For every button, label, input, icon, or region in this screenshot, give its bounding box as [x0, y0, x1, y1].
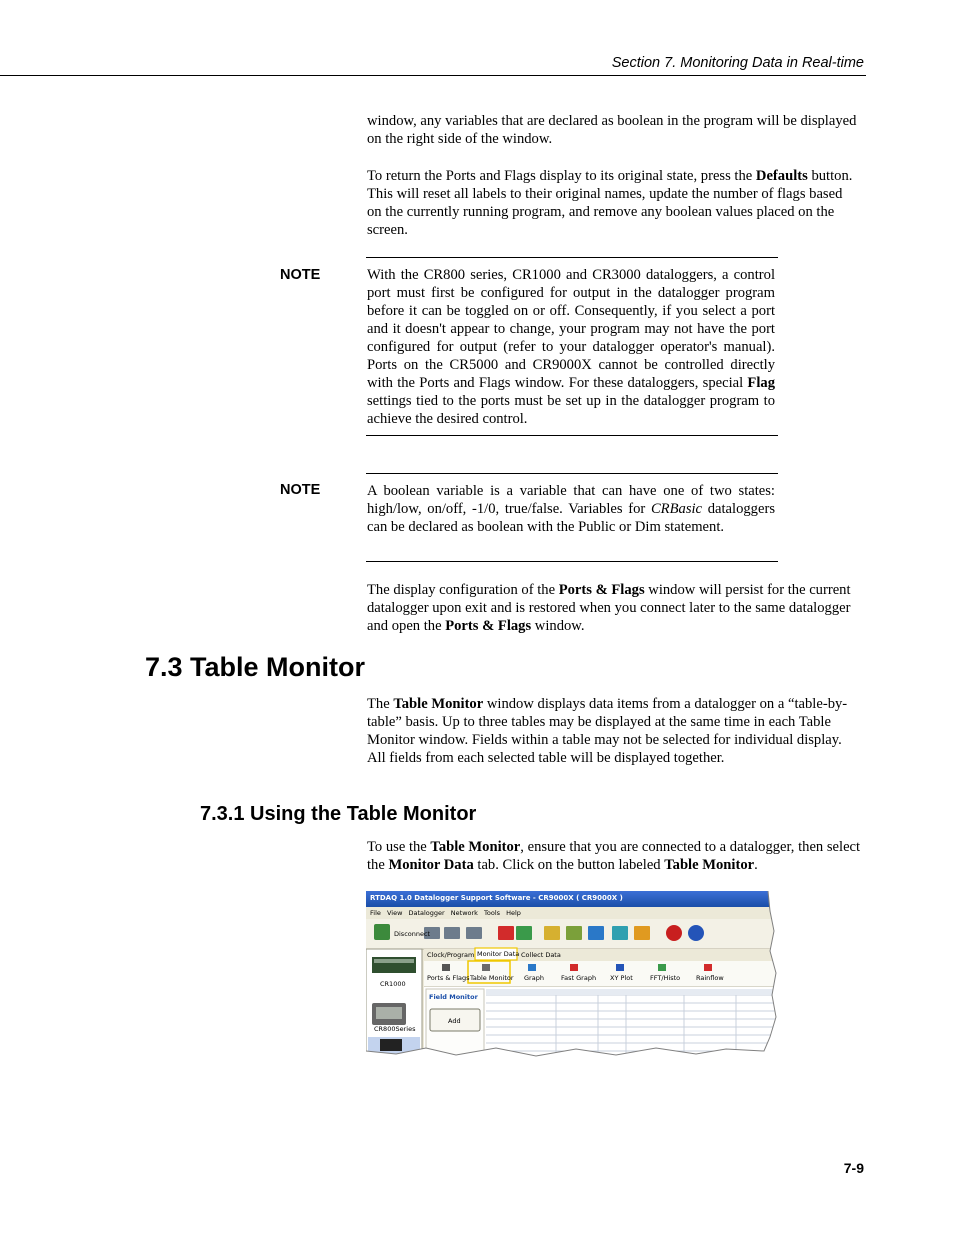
menu-datalogger[interactable]: Datalogger — [408, 909, 445, 917]
disconnect-button[interactable]: Disconnect — [394, 930, 431, 938]
note2-bottom-rule — [366, 561, 778, 562]
logger-cr800series[interactable]: CR800Series — [374, 1025, 416, 1033]
note2-text: A boolean variable is a variable that can have one of two states: high/low, on/off, -1/0, true/false. Variables for CRBasic dataloggers can be declared as boolean with the Public or Dim statement. — [367, 483, 775, 535]
screenshot-menu — [370, 909, 521, 917]
header-rule — [0, 75, 866, 76]
note2-top-rule — [366, 473, 778, 474]
ports-flags-button[interactable]: Ports & Flags — [427, 974, 470, 982]
screenshot-title: RTDAQ 1.0 Datalogger Support Software - CR9000X ( CR9000X ) — [370, 894, 623, 902]
intro-paragraph-2: To return the Ports and Flags display to its original state, press the Defaults button. This will reset all labels to their original names, update the number of flags based on the currently running program, and remove any boolean values placed on the screen. — [367, 168, 853, 238]
add-button[interactable]: Add — [448, 1017, 461, 1025]
rtdaq-screenshot-figure — [366, 891, 778, 1066]
fast-graph-button[interactable]: Fast Graph — [561, 974, 597, 982]
table-monitor-button[interactable]: Table Monitor — [470, 974, 514, 982]
running-header: Section 7. Monitoring Data in Real-time — [611, 55, 864, 71]
section-paragraph: The Table Monitor window displays data items from a datalogger on a “table-by-table” basis. Up to three tables may be displayed at the same time in each Table Monitor window. Fields within a table may not be selected for individual display. All fields from each selected table will be displayed together. — [367, 696, 848, 766]
note1-text: With the CR800 series, CR1000 and CR3000 dataloggers, a control port must first be configured for output in the datalogger program before it can be toggled on or off. Consequently, if you select a port and it doesn't appear to change, your program may not have the port configured for output (refer to your datalogger operator's manual). Ports on the CR5000 and CR9000X cannot be controlled directly with the Ports and Flags window. For these dataloggers, special Flag settings tied to the ports must be set up in the datalogger program to achieve the desired control. — [367, 267, 775, 427]
intro-paragraph-1: window, any variables that are declared as boolean in the program will be displayed on the right side of the window. — [367, 113, 857, 147]
tab-clock-program[interactable]: Clock/Program — [427, 951, 475, 959]
note1-bottom-rule — [366, 435, 778, 436]
tab-monitor-data[interactable]: Monitor Data — [477, 950, 520, 958]
graph-button[interactable]: Graph — [524, 974, 544, 982]
tab-collect-data[interactable]: Collect Data — [521, 951, 561, 959]
fft-histo-button[interactable]: FFT/Histo — [650, 974, 681, 982]
rainflow-button[interactable]: Rainflow — [696, 974, 724, 982]
xy-plot-button[interactable]: XY Plot — [610, 974, 633, 982]
menu-network[interactable]: Network — [450, 909, 478, 917]
subsection-paragraph: To use the Table Monitor, ensure that you are connected to a datalogger, then select the Monitor Data tab. Click on the button labeled Table Monitor. — [367, 839, 861, 873]
note1-label: NOTE — [280, 267, 321, 283]
section-heading: 7.3 Table Monitor — [145, 652, 366, 682]
logger-cr1000[interactable]: CR1000 — [380, 980, 406, 988]
menu-view[interactable]: View — [386, 909, 403, 917]
menu-tools[interactable]: Tools — [484, 909, 501, 917]
field-monitor-label: Field Monitor — [429, 993, 478, 1001]
menu-file[interactable]: File — [370, 909, 381, 917]
menu-help[interactable]: Help — [506, 909, 521, 917]
note1-top-rule — [366, 257, 778, 258]
subsection-heading: 7.3.1 Using the Table Monitor — [200, 803, 477, 825]
persist-paragraph: The display configuration of the Ports & Flags window will persist for the current datalogger upon exit and is restored when you connect later to the same datalogger and open the Ports & Flags window. — [367, 582, 851, 634]
note2-label: NOTE — [280, 482, 321, 498]
page-number: 7-9 — [843, 1160, 864, 1176]
